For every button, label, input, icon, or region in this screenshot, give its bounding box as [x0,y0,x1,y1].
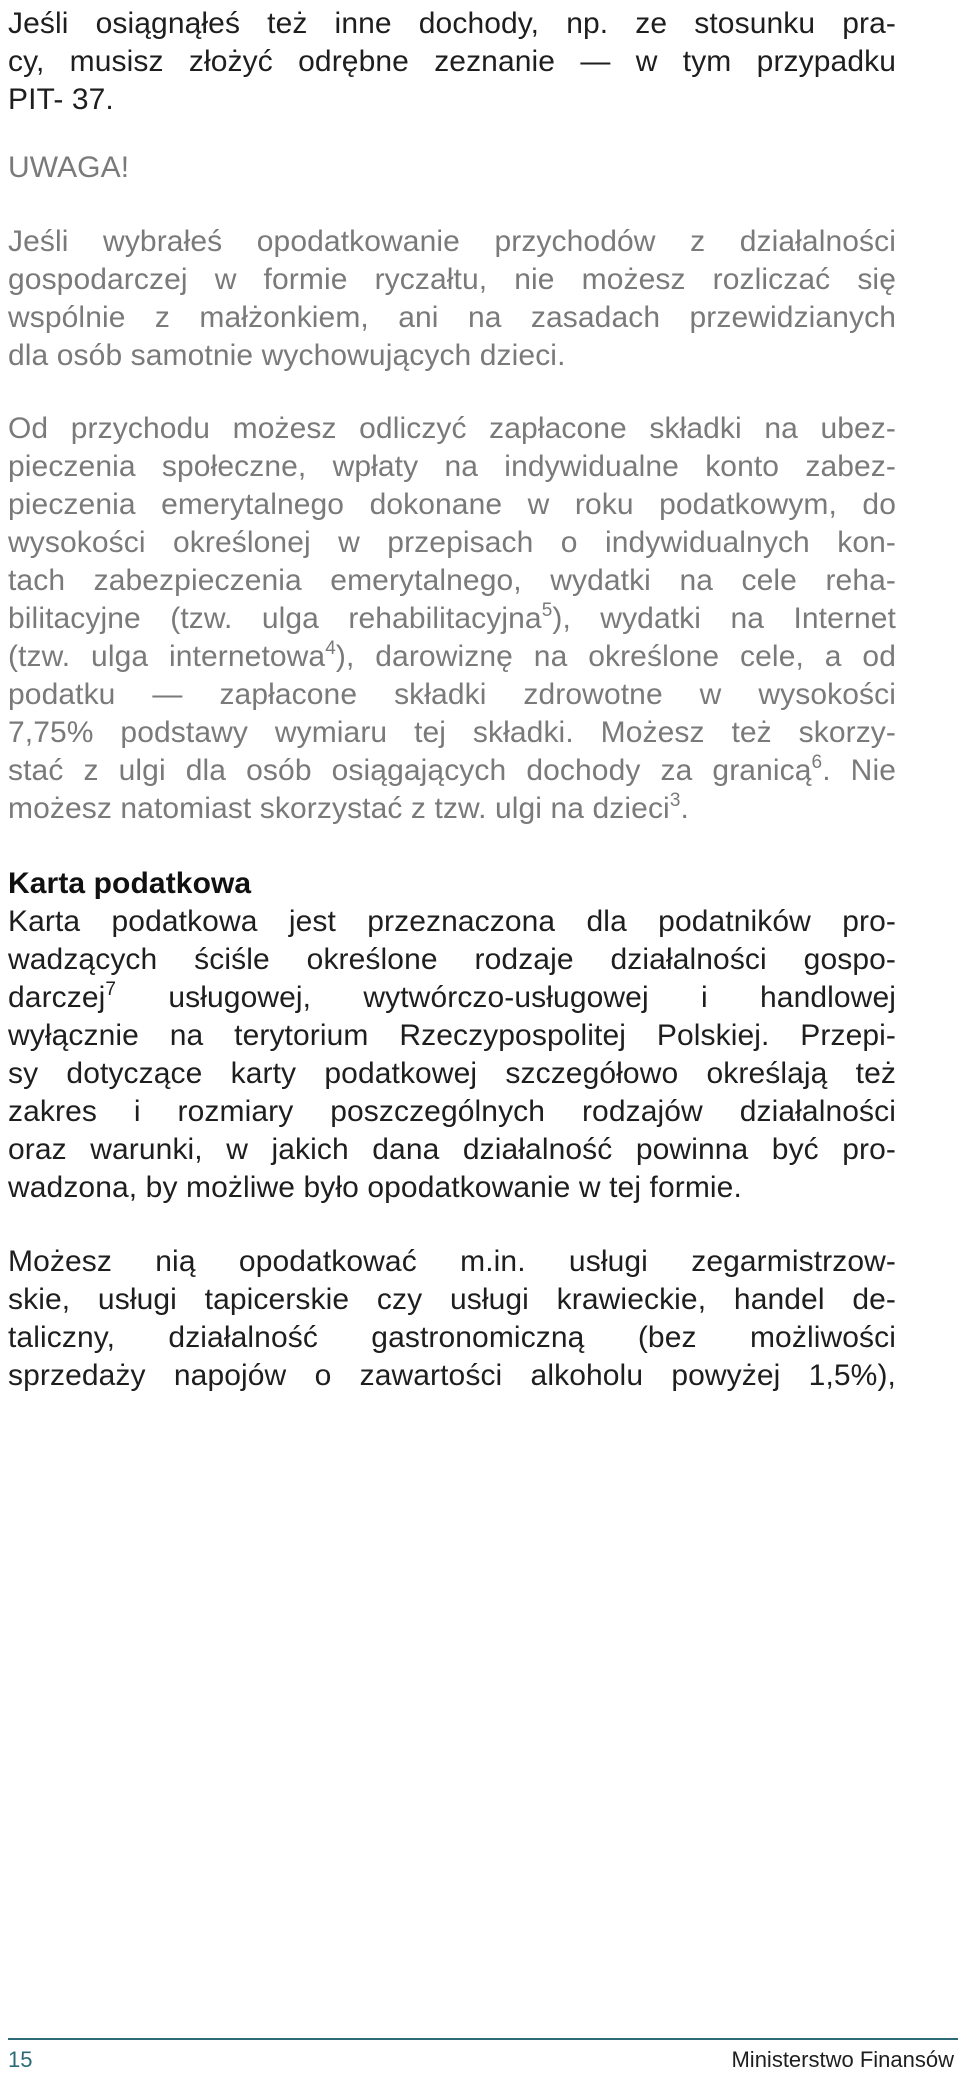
paragraph-line: Karta podatkowa jest przeznaczona dla podatników pro- [8,905,896,938]
paragraph-line: tach zabezpieczenia emerytalnego, wydatki na cele reha- [8,564,896,597]
footnote-marker: 5 [541,600,553,621]
paragraph-line: Jeśli osiągnąłeś też inne dochody, np. ze stosunku pra- [8,7,896,40]
text-segment: . [680,792,689,825]
warning-label: UWAGA! [8,151,130,184]
text-segment: ), wydatki na Internet [552,602,896,635]
paragraph-line: PIT- 37. [8,83,114,116]
paragraph-line: wspólnie z małżonkiem, ani na zasadach przewidzianych [8,301,896,334]
paragraph-line: taliczny, działalność gastronomiczną (bez możliwości [8,1321,896,1354]
paragraph-line: cy, musisz złożyć odrębne zeznanie — w tym przypadku [8,45,896,78]
footnote-marker: 3 [669,790,681,811]
section-heading: Karta podatkowa [8,867,252,900]
paragraph-line: wadzących ściśle określone rodzaje działalności gospo- [8,943,896,976]
paragraph-line: Możesz nią opodatkować m.in. usługi zegarmistrzow- [8,1245,896,1278]
footer-divider [8,2038,958,2040]
paragraph-line: 7,75% podstawy wymiaru tej składki. Możesz też skorzy- [8,716,896,749]
footnote-marker: 4 [325,638,336,659]
text-segment: darczej [8,981,106,1014]
paragraph-line: pieczenia społeczne, wpłaty na indywidualne konto zabez- [8,450,896,483]
footer-publisher: Ministerstwo Finansów [731,2047,954,2072]
paragraph-line: wadzona, by możliwe było opodatkowanie w tej formie. [8,1171,742,1204]
paragraph-line: gospodarczej w formie ryczałtu, nie możesz rozliczać się [8,263,896,296]
paragraph-line: Od przychodu możesz odliczyć zapłacone składki na ubez- [8,412,896,445]
paragraph-line: pieczenia emerytalnego dokonane w roku podatkowym, do [8,488,896,521]
paragraph-line: skie, usługi tapicerskie czy usługi krawieckie, handel de- [8,1283,896,1316]
paragraph-line: podatku — zapłacone składki zdrowotne w wysokości [8,678,896,711]
paragraph-line: wyłącznie na terytorium Rzeczypospolitej Polskiej. Przepi- [8,1019,896,1052]
paragraph-line: wysokości określonej w przepisach o indywidualnych kon- [8,526,896,559]
paragraph-line: sy dotyczące karty podatkowej szczegółowo określają też [8,1057,896,1090]
paragraph-line: zakres i rozmiary poszczególnych rodzajów działalności [8,1095,896,1128]
text-segment: usługowej, wytwórczo-usługowej i handlowej [116,981,896,1014]
paragraph-line: sprzedaży napojów o zawartości alkoholu powyżej 1,5%), [8,1359,896,1392]
paragraph-line: Jeśli wybrałeś opodatkowanie przychodów z działalności [8,225,896,258]
footnote-marker: 7 [105,979,117,1000]
page-number: 15 [8,2047,33,2072]
text-segment: ), darowiznę na określone cele, a od [335,640,896,673]
text-segment: . Nie [822,754,897,787]
text-segment: bilitacyjne (tzw. ulga rehabilitacyjna [8,602,542,635]
text-segment: (tzw. ulga internetowa [8,640,326,673]
paragraph-line: oraz warunki, w jakich dana działalność powinna być pro- [8,1133,896,1166]
text-segment: stać z ulgi dla osób osiągających dochody za granicą [8,754,812,787]
paragraph-line [8,785,896,833]
paragraph-line: dla osób samotnie wychowujących dzieci. [8,339,566,372]
footnote-marker: 6 [811,752,823,773]
text-segment: możesz natomiast skorzystać z tzw. ulgi na dzieci [8,792,670,825]
